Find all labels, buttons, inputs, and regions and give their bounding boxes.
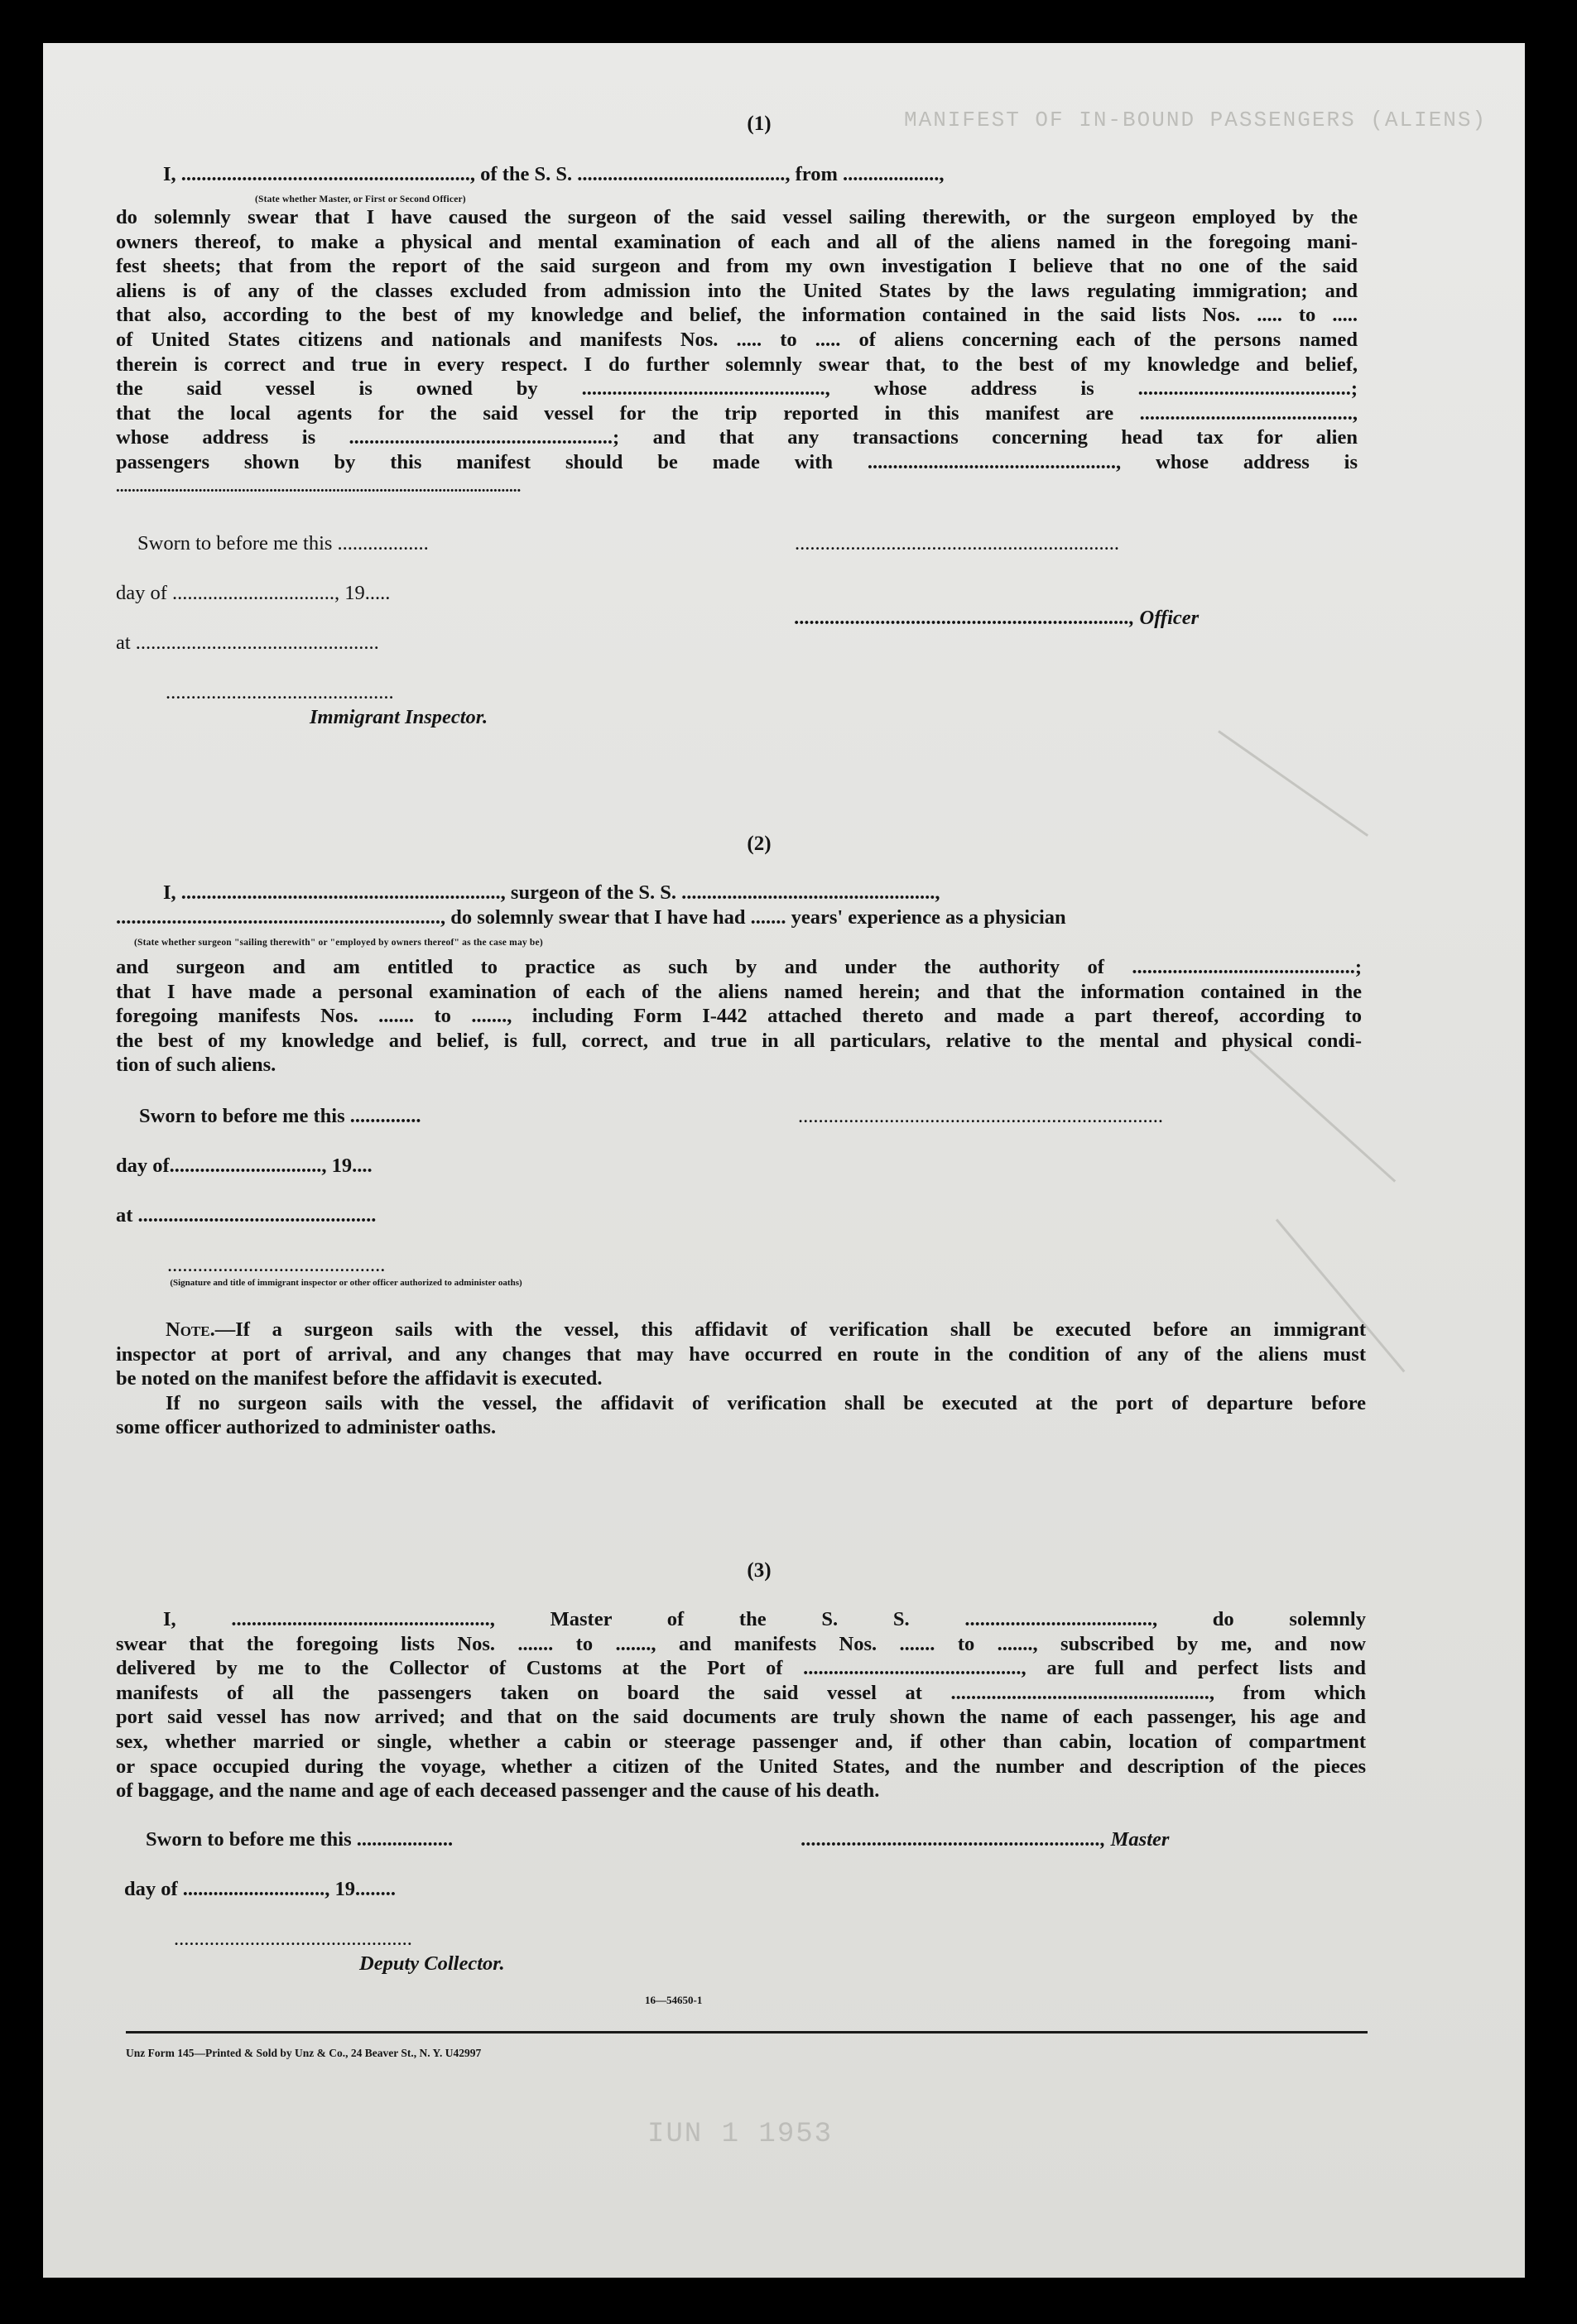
section-2-sworn-line: Sworn to before me this ..............	[139, 1105, 421, 1127]
section-1-officer-signature-line: ................................................................	[795, 532, 1119, 555]
section-2-note-paragraph: Note.—If a surgeon sails with the vessel, this affidavit of verification shall be executed before an immigrant inspector at port of arrival, and any changes that may have occurred en route in the condition of any of the aliens must be noted on the manifest before the affidavit is executed. If no surgeon sails with the vessel, the affidavit of verification shall be executed at the port of departure before some officer authorized to administer oaths.	[116, 1318, 1366, 1439]
section-1-sworn-line: Sworn to before me this ..................	[137, 532, 429, 555]
section-3-sworn-line: Sworn to before me this ...................	[146, 1828, 454, 1851]
printer-imprint: Unz Form 145—Printed & Sold by Unz & Co., 24 Beaver St., N. Y. U42997	[126, 2047, 482, 2059]
section-2-surgeon-note: (State whether surgeon "sailing therewith" or "employed by owners thereof" as the case may be)	[134, 938, 543, 948]
section-1-oath-paragraph: do solemnly swear that I have caused the surgeon of the said vessel sailing therewith, or the surgeon employed by the owners thereof, to make a physical and mental examination of each and all of the aliens named in the foregoing mani- fest sheets; that from the report of the said surgeon and from my own investigation I believe that no one of the said aliens is of any of the classes excluded from admission into the United States by the laws regulating immigration; and that also, according to the best of my knowledge and belief, the information contained in the said lists Nos. ..... to ..... of United States citizens and nationals and manifests Nos. ..... to ..... of aliens concerning each of the persons named therein is correct and true in every respect. I do further solemnly swear that, to the best of my knowledge and belief, the said vessel is owned by ................................................, whose address is ..........................................; that the local agents for the said vessel for the trip reported in this manifest are .........................................., whose address is ....................................................; and that any transactions concerning head tax for alien passengers shown by this manifest should be made with ................................................., whose address is .......................................................................................................	[116, 206, 1358, 496]
section-2-first-line: I, ..............................................................., surgeon of the S. S. ..................................................,	[163, 881, 940, 904]
section-1-at-line: at ................................................	[116, 631, 379, 654]
section-1-heading: (1)	[747, 113, 772, 135]
section-2-second-line: ................................................................, do solemnly swear that I have had ....... years' experience as a physician	[116, 906, 1066, 929]
section-2-at-line: at ...............................................	[116, 1204, 377, 1227]
section-1-day-line: day of ................................, 19.....	[116, 582, 391, 604]
bleed-through-mark	[1218, 730, 1368, 837]
section-1-first-line: I, ........................................................., of the S. S. ........................................., from ...................,	[163, 163, 945, 185]
section-2-day-line: day of.............................., 19....	[116, 1155, 373, 1177]
section-2-heading: (2)	[747, 833, 772, 855]
section-3-collector-signature-line: ...............................................	[174, 1928, 412, 1950]
section-2-oath-paragraph: and surgeon and am entitled to practice as such by and under the authority of ............................................; that I have made a personal examination of each of the aliens named herein; and that the information contained in the foregoing manifests Nos. ....... to ......., including Form I-442 attached thereto and made a part thereof, according to the best of my knowledge and belief, is full, correct, and true in all particulars, relative to the mental and physical condi- tion of such aliens.	[116, 956, 1362, 1077]
form-number: 16—54650-1	[645, 1994, 703, 2006]
section-1-rank-note: (State whether Master, or First or Second Officer)	[255, 194, 466, 204]
section-3-day-line: day of ............................, 19........	[124, 1878, 397, 1900]
footer-rule	[126, 2031, 1368, 2034]
bleed-through-text: IUN 1 1953	[647, 2119, 834, 2150]
section-3-heading: (3)	[747, 1559, 772, 1582]
section-2-inspector-signature-line: ...........................................	[167, 1254, 386, 1276]
section-2-signature-note: (Signature and title of immigrant inspector or other officer authorized to administer oaths)	[170, 1278, 522, 1288]
section-3-oath-paragraph: I, ..................................................., Master of the S. S. ....................................., do solemnly swear that the foregoing lists Nos. ....... to ......., and manifests Nos. ....... to ......., subscribed by me, and now delivered by me to the Collector of Customs at the Port of ..........................................., are full and perfect lists and manifests of all the passengers taken on board the said vessel at ..................................................., from which port said vessel has now arrived; and that on the said documents are truly shown the name of each passenger, his age and sex, whether married or single, whether a cabin or steerage passenger and, if other than cabin, location of compartment or space occupied during the voyage, whether a citizen of the United States, and the number and description of the pieces of baggage, and the name and age of each deceased passenger and the cause of his death.	[116, 1608, 1366, 1803]
form-page	[43, 43, 1525, 2278]
section-3-master-line: ..........................................................., Master	[801, 1828, 1170, 1851]
section-3-collector-title: Deputy Collector.	[359, 1952, 505, 1975]
section-2-right-signature-line: ........................................................................	[798, 1105, 1163, 1127]
note-label: Note.	[166, 1318, 215, 1341]
section-1-inspector-signature-line: .............................................	[166, 681, 394, 703]
bleed-through-text: MANIFEST OF IN-BOUND PASSENGERS (ALIENS)	[904, 108, 1488, 132]
section-1-inspector-title: Immigrant Inspector.	[310, 706, 488, 728]
section-1-officer-line: .................................................................., Officer	[795, 607, 1200, 629]
